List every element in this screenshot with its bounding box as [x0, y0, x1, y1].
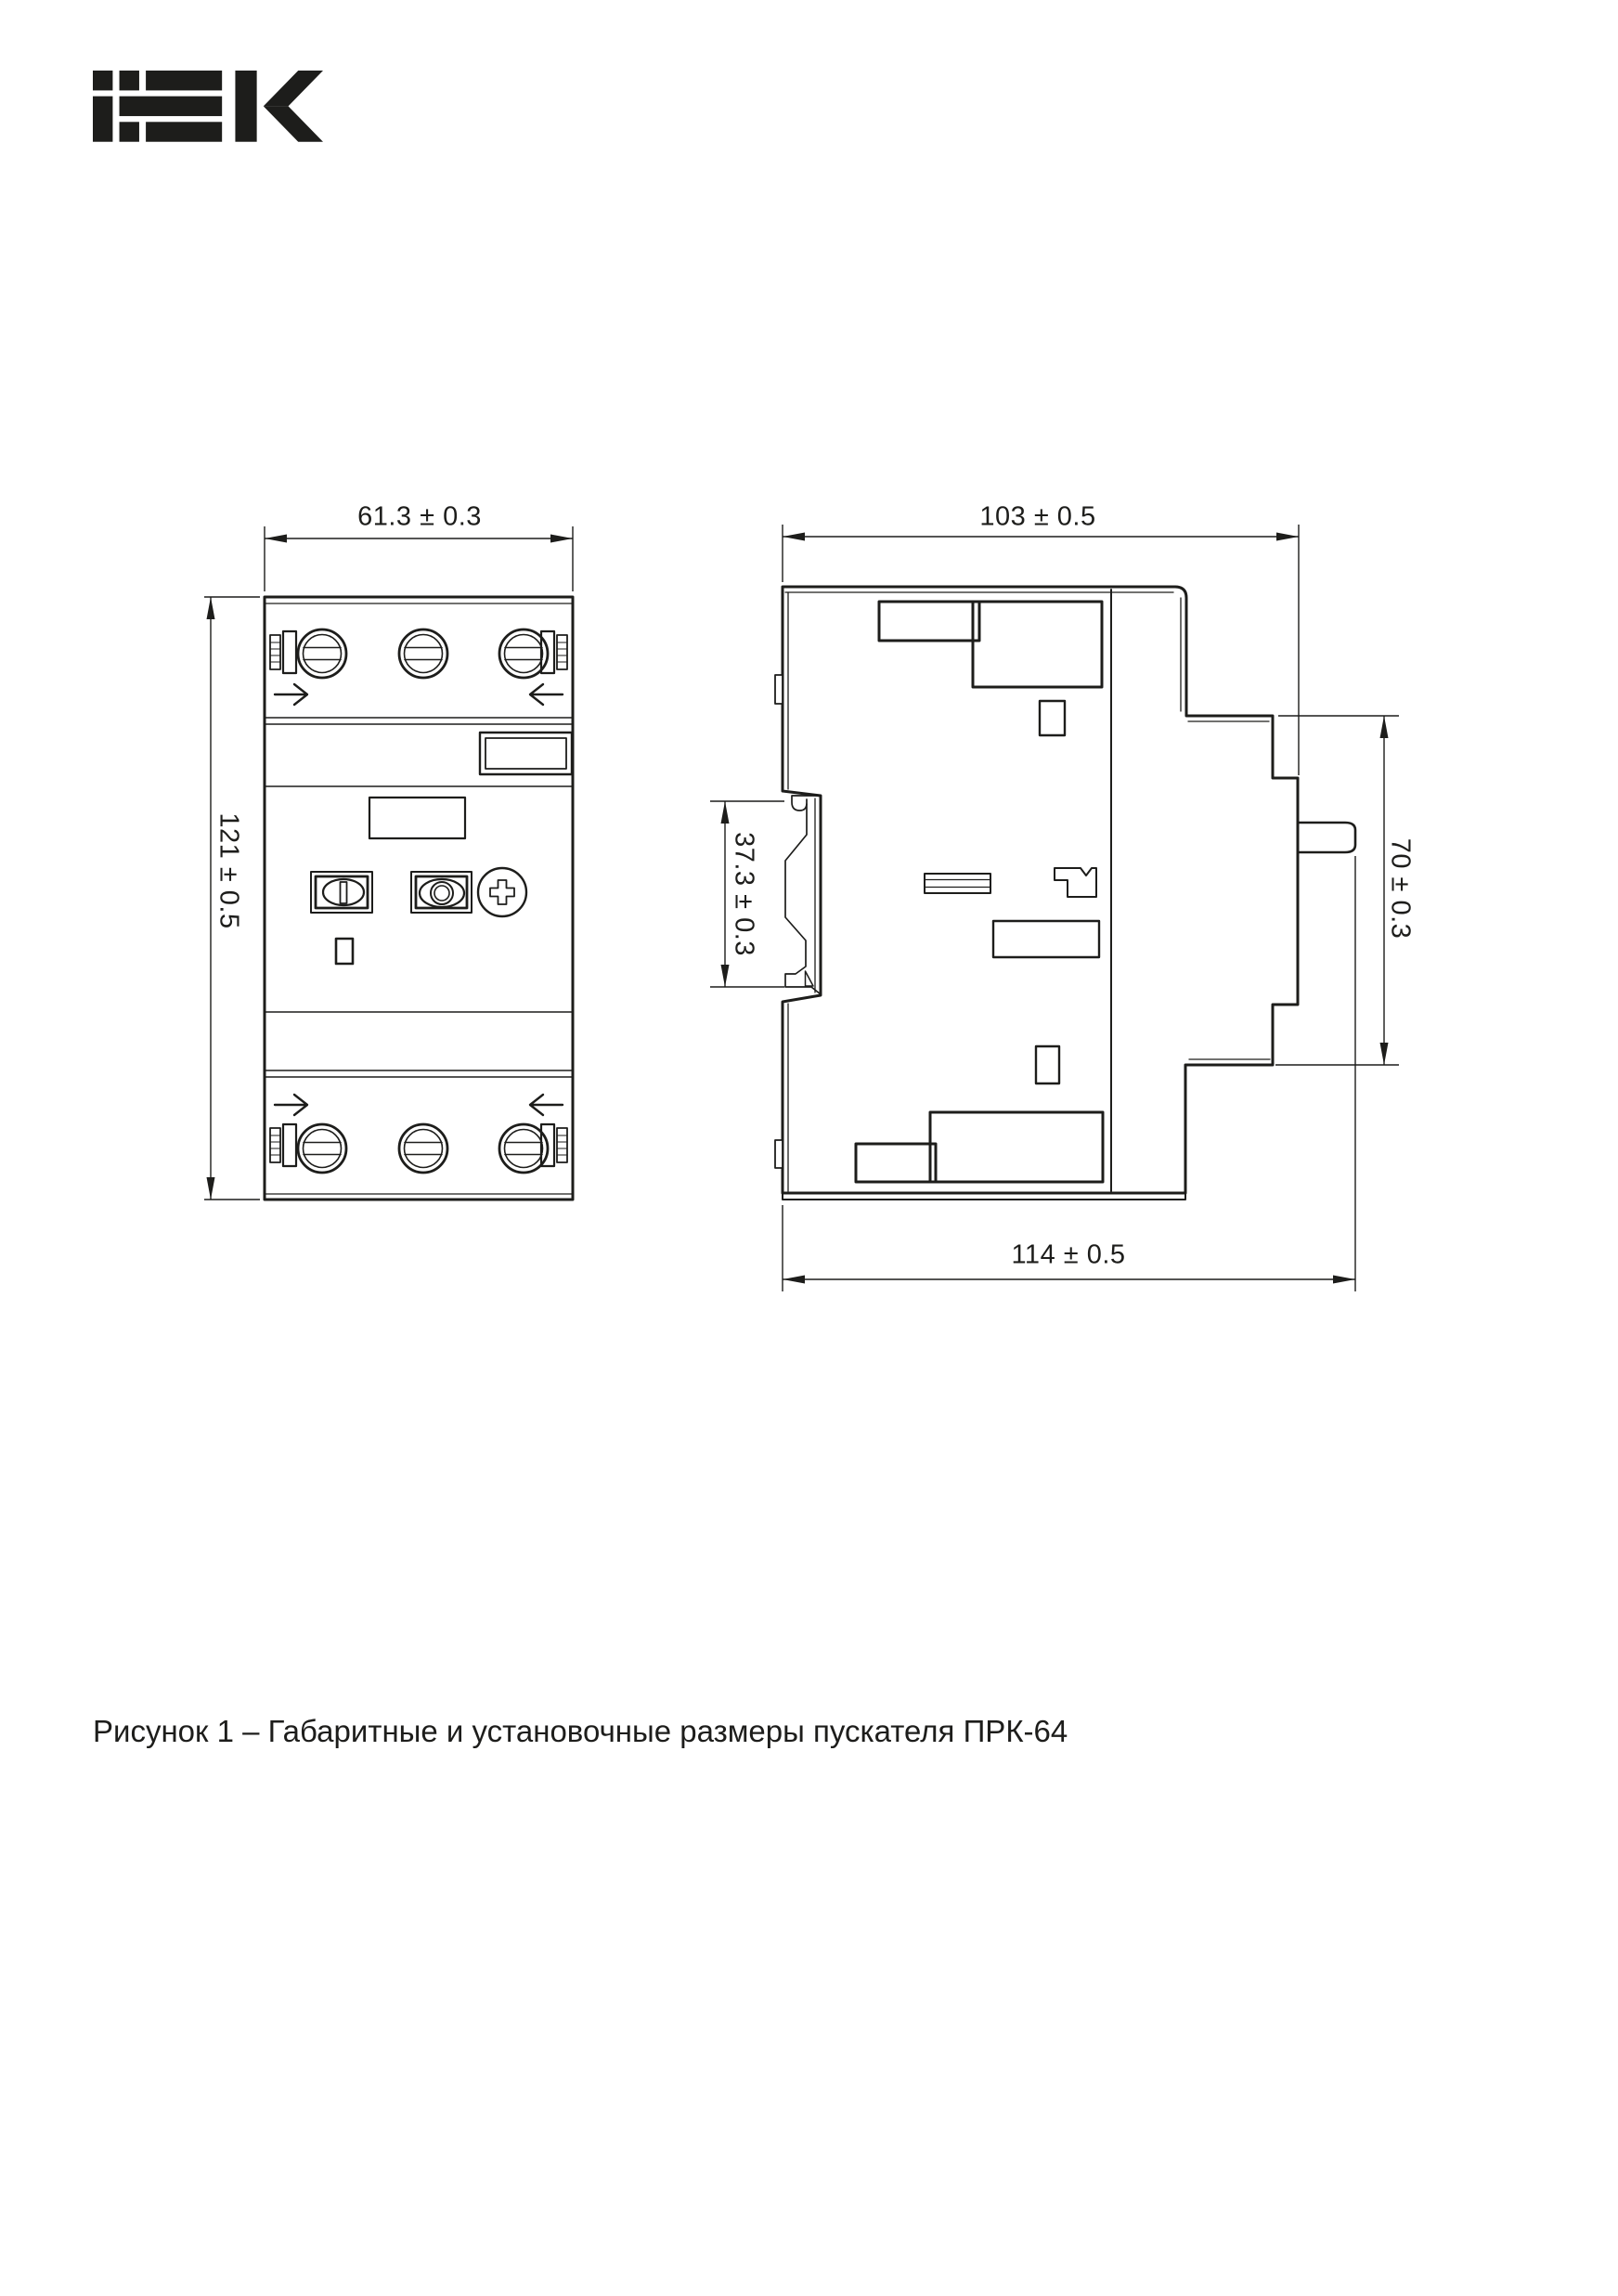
- dim-side-bottom-width-label: 114 ± 0.5: [1011, 1239, 1126, 1270]
- side-view: [775, 587, 1355, 1200]
- figure-caption: Рисунок 1 – Габаритные и установочные размеры пускателя ПРК-64: [93, 1714, 1068, 1748]
- rotary-shaft: [1298, 823, 1355, 852]
- dim-front-width: [265, 526, 573, 591]
- dim-front-height-label: 121 ± 0.5: [214, 812, 244, 929]
- side-body-outline: [783, 587, 1298, 1193]
- dim-side-height-label: 70 ± 0.3: [1385, 837, 1416, 940]
- dim-side-top-width-label: 103 ± 0.5: [979, 501, 1096, 532]
- mounting-tab: [775, 675, 783, 704]
- dim-din-rail-label: 37.3 ± 0.3: [729, 832, 759, 956]
- mounting-tab: [775, 1140, 783, 1168]
- front-view: [265, 597, 573, 1200]
- dim-front-width-label: 61.3 ± 0.3: [357, 501, 482, 532]
